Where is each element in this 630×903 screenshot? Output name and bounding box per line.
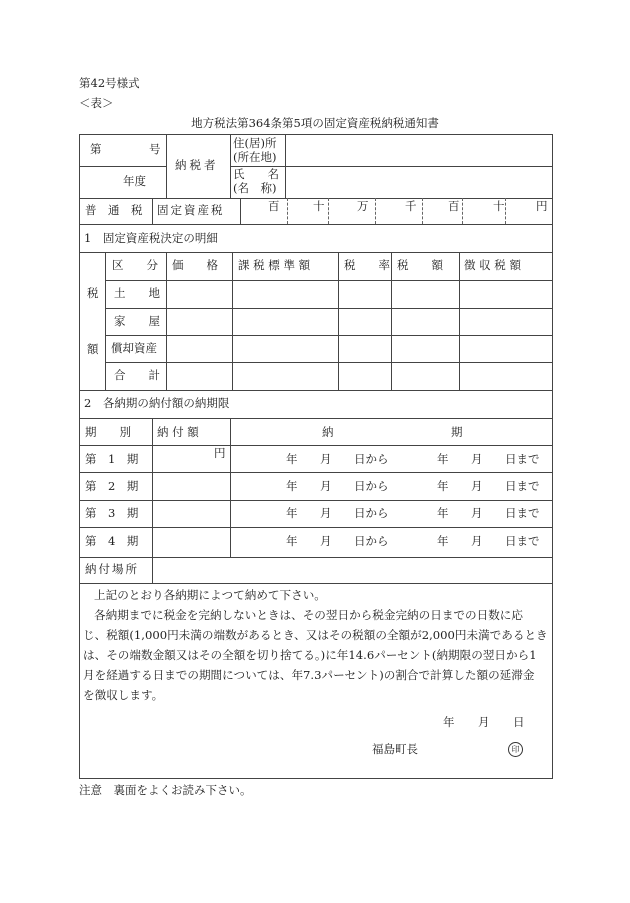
detail-side-zei: 税	[87, 286, 99, 300]
period-1: 第 1 期	[85, 452, 139, 466]
form-number: 第42号様式	[79, 76, 140, 90]
header-noki-ki: 期	[451, 425, 463, 439]
section2-heading: 2 各納期の納付額の納期限	[84, 396, 230, 410]
row-gokei: 合 計	[114, 368, 160, 382]
p4-to: 日まで	[505, 534, 540, 548]
mayor-title: 福島町長	[372, 742, 418, 756]
header-kubun: 区 分	[112, 258, 158, 272]
name-label-1: 氏 名	[233, 167, 279, 181]
p2-month: 月	[320, 479, 332, 493]
seal-mark: 印	[508, 742, 523, 757]
address-label-2: (所在地)	[233, 150, 277, 164]
digit-man: 万	[357, 199, 369, 213]
row-shokyaku: 償却資産	[111, 341, 157, 355]
header-kakaku: 価 格	[172, 258, 218, 272]
yen-unit: 円	[214, 446, 226, 460]
issue-year: 年	[443, 715, 455, 729]
row-kaoku: 家 屋	[114, 314, 160, 328]
p4-from: 日から	[354, 534, 389, 548]
header-kibetsu: 期 別	[85, 425, 131, 439]
p1-to: 日まで	[505, 452, 540, 466]
notice-line-2: 各納期までに税金を完納しないときは、その翌日から税金完納の日までの日数に応	[94, 608, 523, 622]
notice-line-3: じ、税額(1,000円未満の端数があるとき、又はその税額の全額が2,000円未満であるとき	[83, 628, 548, 642]
p2-year: 年	[286, 479, 298, 493]
digit-sen: 千	[405, 199, 417, 213]
header-kazei-hyojun: 課 税 標 準 額	[238, 258, 311, 272]
header-choshu: 徴 収 税 額	[464, 258, 521, 272]
header-zeigaku: 税 額	[397, 258, 443, 272]
nofubasho-label: 納付場所	[85, 562, 139, 576]
p1-from: 日から	[354, 452, 389, 466]
nendo-label: 年度	[123, 174, 146, 188]
period-2: 第 2 期	[85, 479, 139, 493]
dai-label: 第	[90, 142, 102, 156]
digit-hyaku: 百	[448, 199, 460, 213]
p2-month2: 月	[471, 479, 483, 493]
futsuzei-label: 普 通 税	[85, 203, 143, 217]
go-label: 号	[149, 142, 161, 156]
header-zeiritsu: 税 率	[344, 258, 390, 272]
p3-month: 月	[320, 506, 332, 520]
notice-line-5: 月を経過する日までの期間については、年7.3パーセント)の割合で計算した額の延滞金	[83, 668, 535, 682]
nozeisha-label: 納税者	[175, 158, 219, 172]
p1-year: 年	[286, 452, 298, 466]
p2-from: 日から	[354, 479, 389, 493]
p1-month: 月	[320, 452, 332, 466]
p3-to: 日まで	[505, 506, 540, 520]
koteishisanzei-label: 固定資産税	[157, 203, 225, 217]
digit-hyaku-man: 百	[268, 199, 280, 213]
period-3: 第 3 期	[85, 506, 139, 520]
p2-to: 日まで	[505, 479, 540, 493]
digit-ju: 十	[493, 199, 505, 213]
issue-day: 日	[513, 715, 525, 729]
period-4: 第 4 期	[85, 534, 139, 548]
p1-year2: 年	[437, 452, 449, 466]
address-label-1: 住(居)所	[233, 136, 277, 150]
p3-year2: 年	[437, 506, 449, 520]
footer-note: 注意 裏面をよくお読み下さい。	[79, 783, 252, 797]
detail-side-gaku: 額	[87, 342, 99, 356]
header-nofugaku: 納 付 額	[157, 425, 199, 439]
p3-month2: 月	[471, 506, 483, 520]
p1-month2: 月	[471, 452, 483, 466]
p2-year2: 年	[437, 479, 449, 493]
p4-month2: 月	[471, 534, 483, 548]
row-tochi: 土 地	[114, 286, 160, 300]
section1-heading: 1 固定資産税決定の明細	[84, 231, 218, 245]
p3-year: 年	[286, 506, 298, 520]
p3-from: 日から	[354, 506, 389, 520]
header-noki-no: 納	[322, 425, 334, 439]
notice-line-6: を徴収します。	[83, 688, 164, 702]
name-label-2: (名 称)	[233, 181, 277, 195]
notice-line-4: は、その端数金額又はその全額を切り捨てる。)に年14.6パーセント(納期限の翌日から1	[83, 648, 537, 662]
notice-line-1: 上記のとおり各納期によつて納めて下さい。	[94, 588, 326, 602]
digit-ju-man: 十	[313, 199, 325, 213]
document-title: 地方税法第364条第5項の固定資産税納税通知書	[191, 116, 439, 130]
p4-year: 年	[286, 534, 298, 548]
p4-month: 月	[320, 534, 332, 548]
digit-yen: 円	[536, 199, 548, 213]
p4-year2: 年	[437, 534, 449, 548]
issue-month: 月	[478, 715, 490, 729]
side-label: ＜表＞	[79, 96, 114, 110]
